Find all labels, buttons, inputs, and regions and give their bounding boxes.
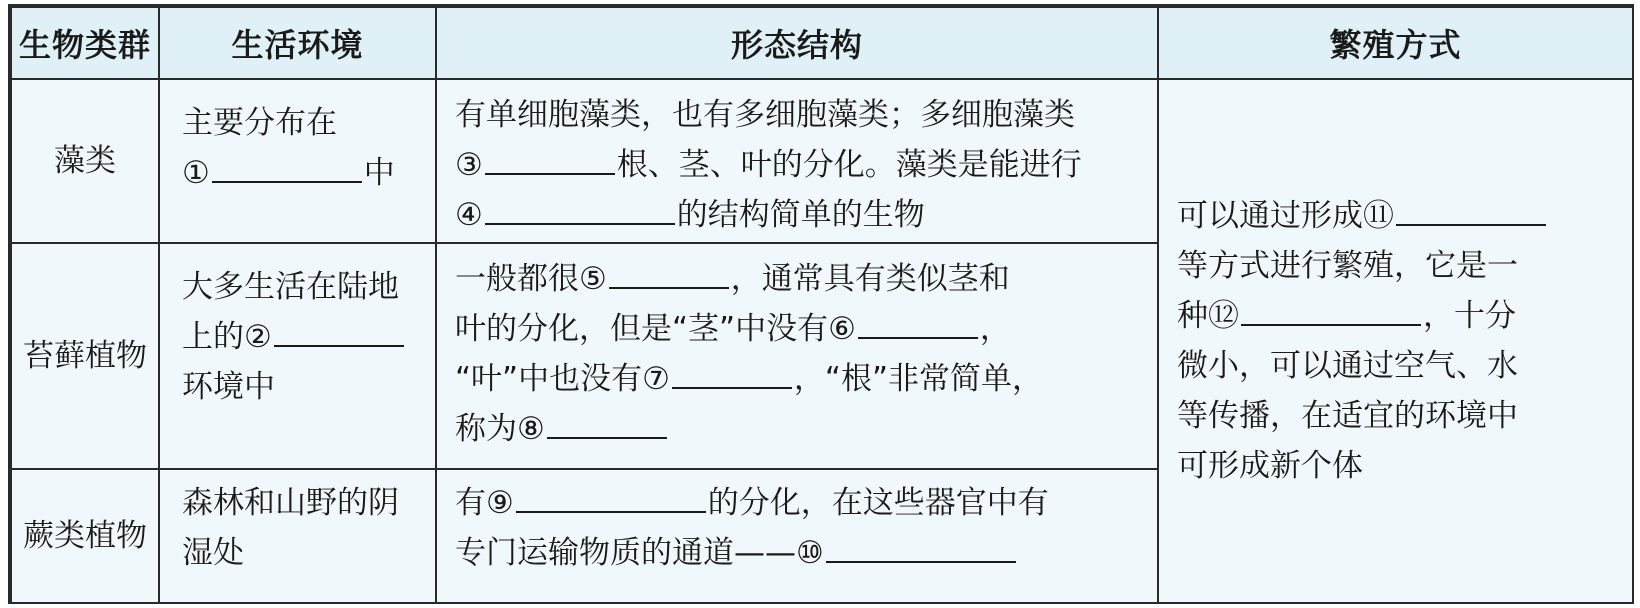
plant-groups-table <box>10 6 1634 604</box>
group-fern: 蕨类植物 <box>11 469 159 603</box>
form-algae-line2-text: 根、茎、叶的分化。藻类是能进行 <box>616 147 1082 183</box>
table-row-algae <box>11 79 1633 243</box>
header-environment: 生活环境 <box>159 7 436 79</box>
form-moss-line2-b: ， <box>979 311 1011 347</box>
env-fern-line2: 湿处 <box>182 535 244 571</box>
form-algae-line1: 有单细胞藻类，也有多细胞藻类；多细胞藻类 <box>455 97 1075 133</box>
blank-1[interactable] <box>212 151 362 183</box>
env-moss <box>159 243 436 469</box>
form-fern-line1-a: 有⑨ <box>455 485 514 521</box>
blank-12[interactable] <box>1241 294 1421 326</box>
marker-4: ④ <box>455 197 483 233</box>
group-algae: 藻类 <box>11 79 159 243</box>
env-algae-suffix: 中 <box>363 155 395 191</box>
form-moss-line1-b: ，通常具有类似茎和 <box>730 261 1010 297</box>
biology-table-frame <box>8 4 1634 604</box>
form-fern <box>436 469 1158 603</box>
repro-line6: 可形成新个体 <box>1177 448 1363 484</box>
repro-line5: 等传播，在适宜的环境中 <box>1177 398 1518 434</box>
env-fern <box>159 469 436 603</box>
env-algae-text: 主要分布在 <box>182 105 337 141</box>
header-row <box>11 7 1633 79</box>
blank-4[interactable] <box>485 193 675 225</box>
form-moss-line4 <box>455 404 1143 454</box>
form-algae-line2 <box>455 140 1143 190</box>
repro-line1 <box>1177 191 1618 241</box>
env-algae-line2 <box>182 148 421 198</box>
group-moss: 苔藓植物 <box>11 243 159 469</box>
repro-text-1: 可以通过形成⑪ <box>1177 198 1394 234</box>
repro-text-3b: ，十分 <box>1423 298 1516 334</box>
marker-3: ③ <box>455 147 483 183</box>
form-algae-line3-text: 的结构简单的生物 <box>676 197 925 233</box>
form-fern-line2 <box>455 528 1143 578</box>
repro-text-3: 种⑫ <box>1177 298 1239 334</box>
env-algae <box>159 79 436 243</box>
form-moss-line3 <box>455 354 1143 404</box>
header-group: 生物类群 <box>11 7 159 79</box>
blank-9[interactable] <box>516 481 706 513</box>
repro-line3 <box>1177 291 1618 341</box>
form-moss-line3-a: “叶”中也没有⑦ <box>455 361 670 397</box>
form-fern-line1-b: 的分化，在这些器官中有 <box>707 485 1049 521</box>
env-moss-line2-text: 上的② <box>182 319 272 355</box>
env-moss-line3: 环境中 <box>182 369 275 405</box>
header-structure: 形态结构 <box>436 7 1158 79</box>
blank-5[interactable] <box>609 257 729 289</box>
header-reproduction: 繁殖方式 <box>1158 7 1633 79</box>
blank-2[interactable] <box>274 315 404 347</box>
form-fern-line2-a: 专门运输物质的通道——⑩ <box>455 535 824 571</box>
blank-10[interactable] <box>826 531 1016 563</box>
form-moss-line2 <box>455 304 1143 354</box>
form-moss-line1 <box>455 254 1143 304</box>
blank-11[interactable] <box>1396 194 1546 226</box>
form-moss-line4-a: 称为⑧ <box>455 411 545 447</box>
env-moss-line2 <box>182 312 421 362</box>
repro-line2: 等方式进行繁殖，它是一 <box>1177 248 1518 284</box>
blank-3[interactable] <box>485 143 615 175</box>
reproduction-cell <box>1158 79 1633 603</box>
form-moss-line3-b: ，“根”非常简单， <box>793 361 1044 397</box>
form-fern-line1 <box>455 478 1143 528</box>
blank-8[interactable] <box>547 407 667 439</box>
marker-1: ① <box>182 155 210 191</box>
env-moss-line1: 大多生活在陆地 <box>182 269 399 305</box>
form-algae <box>436 79 1158 243</box>
form-algae-line3 <box>455 190 1143 240</box>
form-moss-line2-a: 叶的分化，但是“茎”中没有⑥ <box>455 311 856 347</box>
form-moss <box>436 243 1158 469</box>
form-moss-line1-a: 一般都很⑤ <box>455 261 607 297</box>
blank-7[interactable] <box>672 357 792 389</box>
env-fern-line1: 森林和山野的阴 <box>182 485 399 521</box>
repro-line4: 微小，可以通过空气、水 <box>1177 348 1518 384</box>
blank-6[interactable] <box>858 307 978 339</box>
